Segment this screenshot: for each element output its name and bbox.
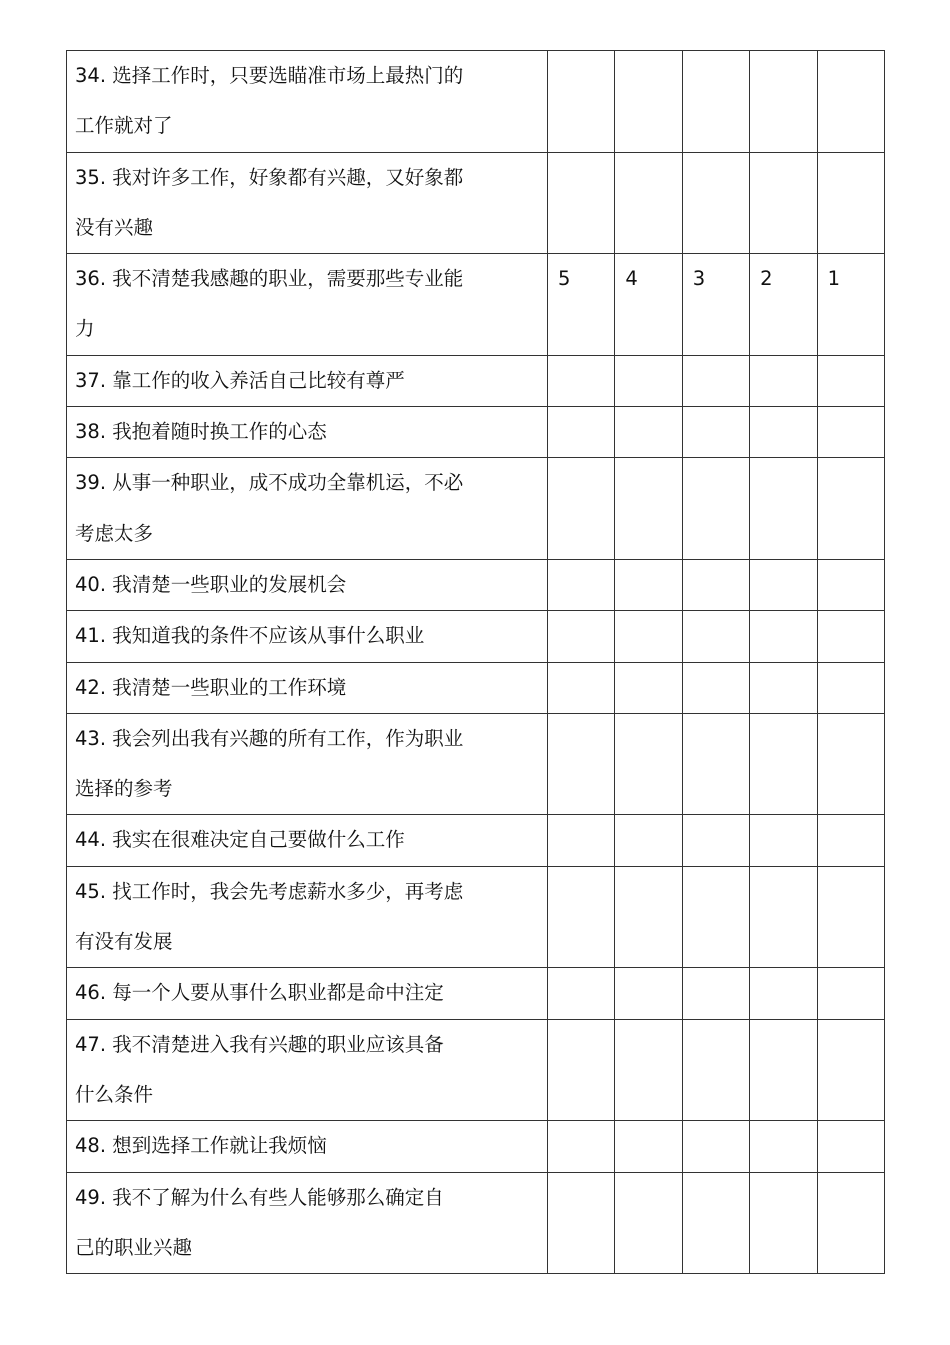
- score-cell[interactable]: [615, 559, 682, 610]
- score-cell[interactable]: [750, 51, 817, 153]
- question-row: [67, 713, 885, 815]
- score-cell[interactable]: [750, 458, 817, 560]
- score-cell[interactable]: [750, 1019, 817, 1121]
- question-text-line: 没有兴趣: [75, 215, 154, 239]
- score-cell[interactable]: [615, 866, 682, 968]
- question-text-line: 37. 靠工作的收入养活自己比较有尊严: [75, 368, 405, 392]
- question-cell: [67, 815, 548, 866]
- score-cell[interactable]: [682, 1172, 749, 1274]
- question-cell: [67, 866, 548, 968]
- question-row: [67, 559, 885, 610]
- score-cell[interactable]: [548, 51, 615, 153]
- score-cell[interactable]: [682, 968, 749, 1019]
- score-cell[interactable]: [615, 51, 682, 153]
- score-value: 4: [625, 267, 638, 291]
- question-text-line: 39. 从事一种职业，成不成功全靠机运，不必: [75, 471, 464, 495]
- question-cell: [67, 611, 548, 662]
- score-cell[interactable]: [817, 815, 884, 866]
- score-cell[interactable]: [817, 407, 884, 458]
- score-cell[interactable]: [682, 152, 749, 254]
- question-row: [67, 611, 885, 662]
- question-cell: [67, 968, 548, 1019]
- question-row: [67, 254, 885, 356]
- score-value: 1: [827, 267, 840, 291]
- score-cell[interactable]: [548, 458, 615, 560]
- score-value: 2: [760, 267, 773, 291]
- score-cell[interactable]: [615, 662, 682, 713]
- question-row: [67, 662, 885, 713]
- score-cell[interactable]: [682, 254, 749, 356]
- score-cell[interactable]: [750, 611, 817, 662]
- questionnaire-body: [67, 51, 885, 1274]
- score-cell[interactable]: [615, 355, 682, 406]
- score-cell[interactable]: [817, 611, 884, 662]
- score-cell[interactable]: [750, 407, 817, 458]
- score-cell[interactable]: [682, 1121, 749, 1172]
- score-cell[interactable]: [615, 458, 682, 560]
- question-cell: [67, 254, 548, 356]
- question-row: [67, 1019, 885, 1121]
- score-cell[interactable]: [682, 713, 749, 815]
- score-cell[interactable]: [548, 407, 615, 458]
- score-cell[interactable]: [682, 1019, 749, 1121]
- question-row: [67, 355, 885, 406]
- score-cell[interactable]: [817, 1121, 884, 1172]
- score-cell[interactable]: [817, 355, 884, 406]
- question-text-line: 34. 选择工作时，只要选瞄准市场上最热门的: [75, 64, 464, 87]
- score-cell[interactable]: [548, 815, 615, 866]
- score-cell[interactable]: [750, 968, 817, 1019]
- score-value: 3: [692, 267, 706, 291]
- question-cell: [67, 458, 548, 560]
- score-cell[interactable]: [682, 458, 749, 560]
- question-row: [67, 152, 885, 254]
- score-cell[interactable]: [750, 1172, 817, 1274]
- score-cell[interactable]: [615, 815, 682, 866]
- score-cell[interactable]: [817, 713, 884, 815]
- score-cell[interactable]: [750, 1121, 817, 1172]
- score-cell[interactable]: [615, 1121, 682, 1172]
- score-cell[interactable]: [615, 713, 682, 815]
- question-cell: [67, 152, 548, 254]
- score-cell[interactable]: [548, 355, 615, 406]
- score-cell[interactable]: [817, 458, 884, 560]
- score-cell[interactable]: [817, 152, 884, 254]
- score-cell[interactable]: [615, 968, 682, 1019]
- questionnaire-table: [66, 50, 885, 1274]
- score-cell[interactable]: [682, 355, 749, 406]
- score-cell[interactable]: [817, 51, 884, 153]
- score-cell[interactable]: [682, 51, 749, 153]
- question-text-line: 什么条件: [75, 1082, 154, 1106]
- question-text-line: 38. 我抱着随时换工作的心态: [75, 420, 327, 444]
- question-text-line: 35. 我对许多工作，好象都有兴趣，又好象都: [75, 165, 464, 189]
- score-cell[interactable]: [750, 866, 817, 968]
- score-cell[interactable]: [615, 611, 682, 662]
- question-text-line: 48. 想到选择工作就让我烦恼: [75, 1134, 327, 1158]
- score-cell[interactable]: [548, 1172, 615, 1274]
- question-cell: [67, 1121, 548, 1172]
- score-cell[interactable]: [817, 1019, 884, 1121]
- question-row: [67, 51, 885, 153]
- question-text-line: 45. 找工作时，我会先考虑薪水多少，再考虑: [75, 879, 464, 903]
- score-cell[interactable]: [682, 662, 749, 713]
- score-cell[interactable]: [817, 559, 884, 610]
- score-cell[interactable]: [548, 559, 615, 610]
- score-cell[interactable]: [615, 254, 682, 356]
- score-cell[interactable]: [548, 968, 615, 1019]
- score-cell[interactable]: [817, 866, 884, 968]
- question-text-line: 49. 我不了解为什么有些人能够那么确定自: [75, 1185, 444, 1209]
- question-text-line: 36. 我不清楚我感趣的职业，需要那些专业能: [75, 267, 464, 291]
- question-row: [67, 968, 885, 1019]
- question-row: [67, 866, 885, 968]
- score-cell[interactable]: [548, 1121, 615, 1172]
- question-row: [67, 1121, 885, 1172]
- question-text-line: 力: [75, 317, 95, 341]
- question-cell: [67, 1019, 548, 1121]
- score-cell[interactable]: [750, 713, 817, 815]
- question-text-line: 43. 我会列出我有兴趣的所有工作，作为职业: [75, 726, 464, 750]
- score-cell[interactable]: [615, 1172, 682, 1274]
- question-row: [67, 458, 885, 560]
- score-cell[interactable]: [615, 407, 682, 458]
- score-cell[interactable]: [817, 254, 884, 356]
- question-row: [67, 1172, 885, 1274]
- score-cell[interactable]: [682, 815, 749, 866]
- score-cell[interactable]: [750, 559, 817, 610]
- question-cell: [67, 559, 548, 610]
- score-cell[interactable]: [548, 254, 615, 356]
- question-text-line: 己的职业兴趣: [75, 1235, 193, 1259]
- question-cell: [67, 407, 548, 458]
- score-cell[interactable]: [548, 866, 615, 968]
- question-cell: [67, 662, 548, 713]
- score-cell[interactable]: [548, 611, 615, 662]
- score-cell[interactable]: [548, 713, 615, 815]
- score-cell[interactable]: [682, 611, 749, 662]
- score-cell[interactable]: [750, 152, 817, 254]
- score-cell[interactable]: [750, 662, 817, 713]
- score-cell[interactable]: [750, 815, 817, 866]
- score-cell[interactable]: [682, 407, 749, 458]
- score-cell[interactable]: [682, 559, 749, 610]
- question-text-line: 选择的参考: [75, 777, 173, 801]
- question-row: [67, 815, 885, 866]
- score-cell[interactable]: [615, 1019, 682, 1121]
- score-cell[interactable]: [548, 662, 615, 713]
- question-text-line: 工作就对了: [75, 114, 173, 138]
- score-cell[interactable]: [548, 1019, 615, 1121]
- score-cell[interactable]: [817, 662, 884, 713]
- question-text-line: 44. 我实在很难决定自己要做什么工作: [75, 828, 405, 852]
- question-text-line: 42. 我清楚一些职业的工作环境: [75, 675, 347, 699]
- score-cell[interactable]: [750, 355, 817, 406]
- score-cell[interactable]: [615, 152, 682, 254]
- question-text-line: 40. 我清楚一些职业的发展机会: [75, 572, 347, 596]
- question-text-line: 41. 我知道我的条件不应该从事什么职业: [75, 624, 425, 648]
- score-cell[interactable]: [817, 968, 884, 1019]
- score-cell[interactable]: [750, 254, 817, 356]
- question-cell: [67, 355, 548, 406]
- score-value: 5: [558, 267, 571, 291]
- score-cell[interactable]: [817, 1172, 884, 1274]
- score-cell[interactable]: [548, 152, 615, 254]
- question-row: [67, 407, 885, 458]
- question-text-line: 考虑太多: [75, 521, 154, 545]
- question-text-line: 46. 每一个人要从事什么职业都是命中注定: [75, 981, 444, 1005]
- question-cell: [67, 713, 548, 815]
- question-text-line: 有没有发展: [75, 930, 173, 954]
- question-cell: [67, 51, 548, 153]
- question-text-line: 47. 我不清楚进入我有兴趣的职业应该具备: [75, 1032, 444, 1056]
- question-cell: [67, 1172, 548, 1274]
- score-cell[interactable]: [682, 866, 749, 968]
